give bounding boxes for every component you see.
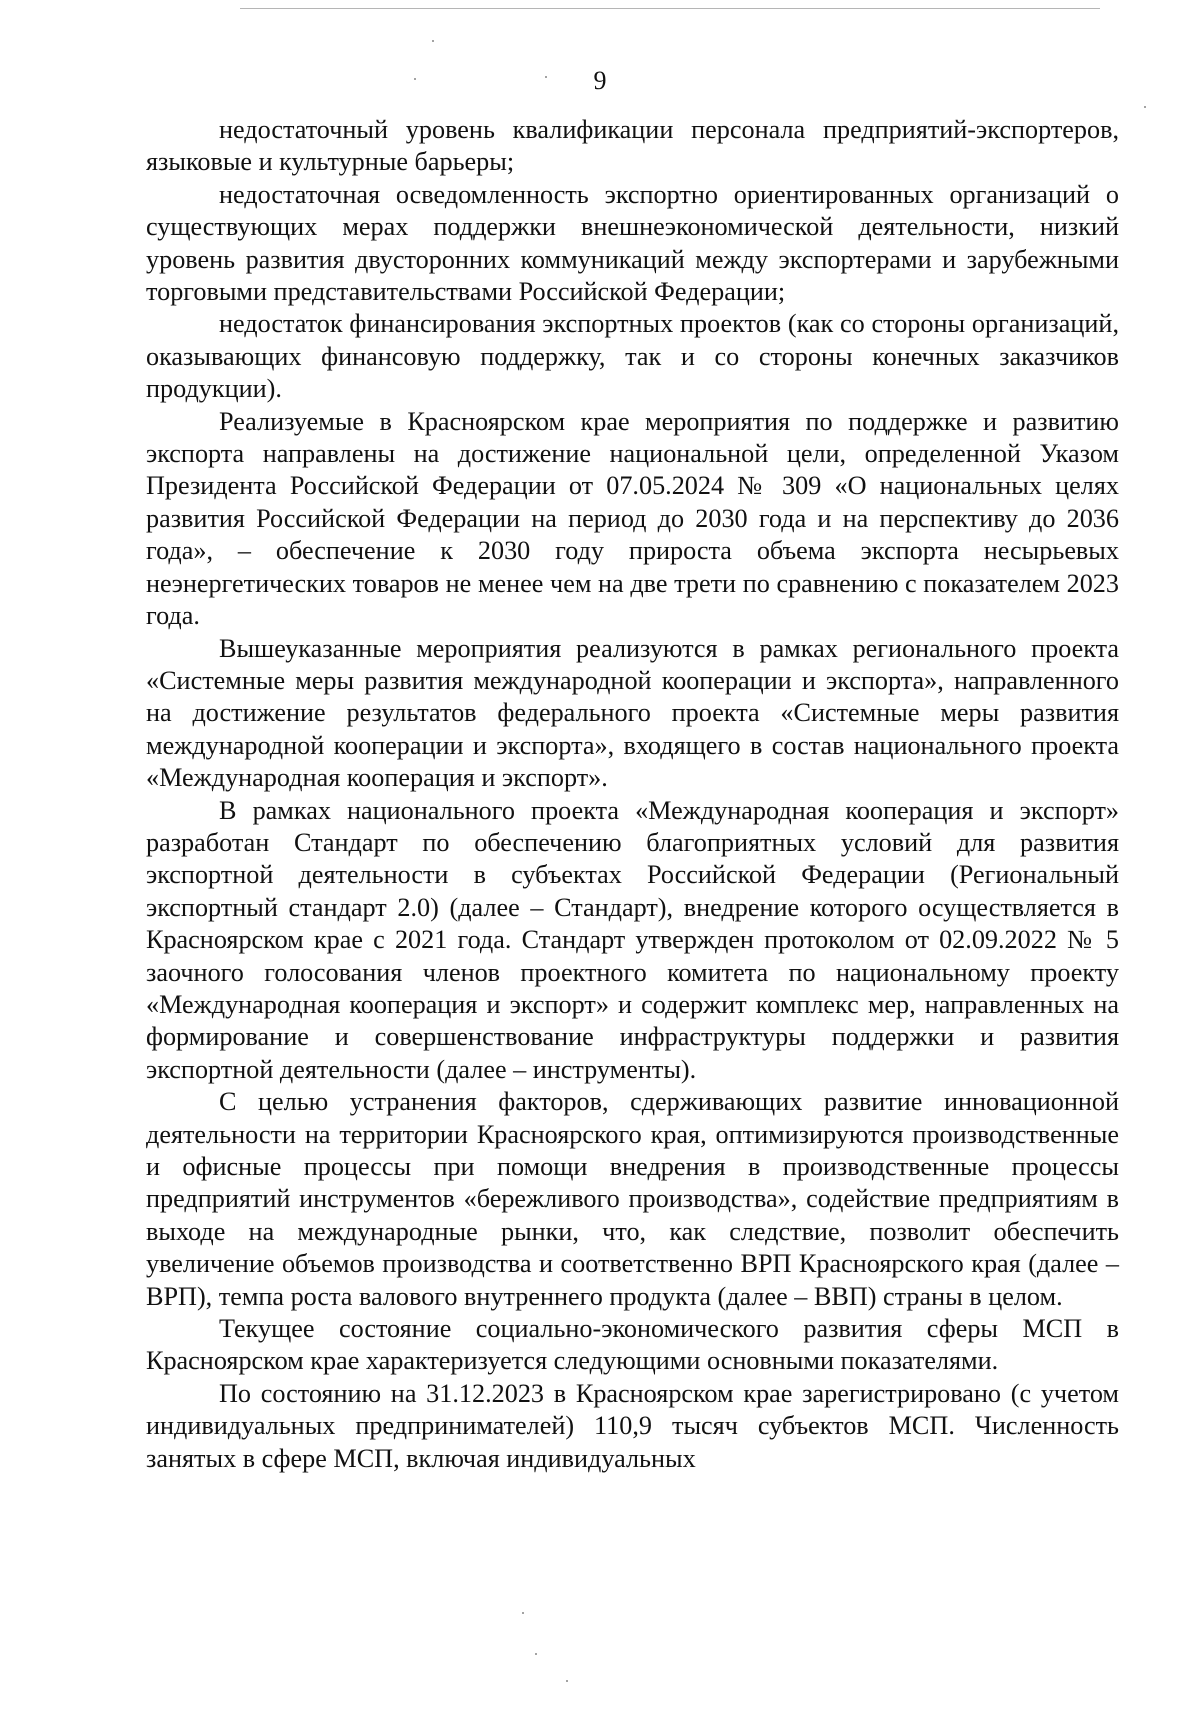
paragraph-regional-project: Вышеуказанные мероприятия реализуются в рамках регионального проекта «Системные меры развития международной кооперации и экспорта», направленного на достижение результатов федерального проекта «Системные меры развития международной кооперации и экспорта», входящего в состав национального проекта «Международная кооперация и экспорт». bbox=[146, 633, 1119, 793]
paragraph-lean-production: С целью устранения факторов, сдерживающих развитие инновационной деятельности на территории Красноярского края, оптимизируются производственные и офисные процессы при помощи внедрения в производственные процессы предприятий инструментов «бережливого производства», содействие предприятиям в выходе на международные рынки, что, как следствие, позволит обеспечить увеличение объемов производства и соответственно ВРП Красноярского края (далее – ВРП), темпа роста валового внутреннего продукта (далее – ВВП) страны в целом. bbox=[146, 1087, 1119, 1311]
scan-speck bbox=[545, 76, 547, 78]
paragraph-national-goal: Реализуемые в Красноярском крае мероприятия по поддержке и развитию экспорта направлены на достижение национальной цели, определенной Указом Президента Российской Федерации от 07.05.2024 № 309 «О национальных целях развития Российской Федерации на период до 2030 года и на перспективу до 2036 года», – обеспечение к 2030 году прироста объема экспорта несырьевых неэнергетических товаров не менее чем на две трети по сравнению с показателем 2023 года. bbox=[146, 406, 1119, 631]
paragraph-sme-count: По состоянию на 31.12.2023 в Красноярском крае зарегистрировано (с учетом индивидуальных предпринимателей) 110,9 тысяч субъектов МСП. Численность занятых в сфере МСП, включая индивидуальных bbox=[146, 1378, 1119, 1473]
page-number: 9 bbox=[593, 66, 607, 95]
paragraph-staff-qualification: недостаточный уровень квалификации персонала предприятий-экспортеров, языковые и культурные барьеры; bbox=[146, 115, 1119, 177]
paragraph-export-standard: В рамках национального проекта «Международная кооперация и экспорт» разработан Стандарт по обеспечению благоприятных условий для развития экспортной деятельности в субъектах Российской Федерации (Региональный экспортный стандарт 2.0) (далее – Стандарт), внедрение которого осуществляется в Красноярском крае с 2021 года. Стандарт утвержден протоколом от 02.09.2022 № 5 заочного голосования членов проектного комитета по национальному проекту «Международная кооперация и экспорт» и содержит комплекс мер, направленных на формирование и совершенствование инфраструктуры поддержки и развития экспортной деятельности (далее – инструменты). bbox=[146, 795, 1119, 1084]
body-text bbox=[146, 114, 1119, 1475]
scan-speck bbox=[535, 1653, 537, 1655]
scan-speck bbox=[1144, 106, 1146, 108]
scan-top-edge bbox=[240, 8, 1100, 9]
scan-speck bbox=[414, 78, 416, 80]
scan-speck bbox=[432, 40, 434, 42]
paragraph-awareness: недостаточная осведомленность экспортно ориентированных организаций о существующих мерах поддержки внешнеэкономической деятельности, низкий уровень развития двусторонних коммуникаций между экспортерами и зарубежными торговыми представительствами Российской Федерации; bbox=[146, 179, 1119, 307]
paragraph-financing: недостаток финансирования экспортных проектов (как со стороны организаций, оказывающих финансовую поддержку, так и со стороны конечных заказчиков продукции). bbox=[146, 309, 1119, 404]
scan-speck bbox=[522, 1612, 524, 1614]
scan-speck bbox=[566, 1680, 568, 1682]
paragraph-sme-state: Текущее состояние социально-экономического развития сферы МСП в Красноярском крае характеризуется следующими основными показателями. bbox=[146, 1314, 1119, 1376]
